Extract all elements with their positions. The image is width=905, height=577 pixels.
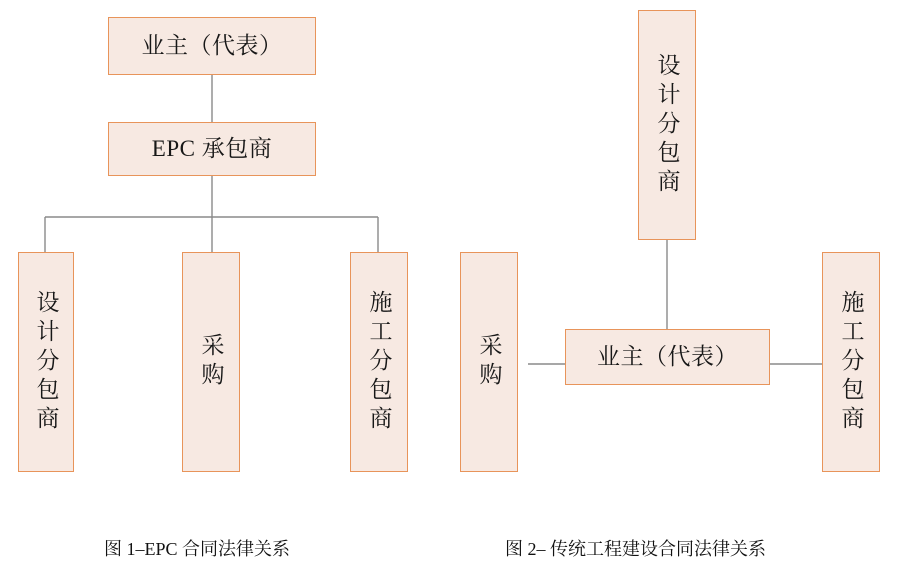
fig2-caption: 图 2– 传统工程建设合同法律关系	[505, 539, 766, 559]
fig1-caption: 图 1–EPC 合同法律关系	[104, 539, 291, 559]
fig2-node-procurement	[460, 252, 518, 472]
fig1-node-construction	[350, 252, 408, 472]
fig2-node-procurement-label: 采购	[476, 333, 502, 391]
fig2-node-owner	[565, 329, 770, 385]
fig1-node-owner	[108, 17, 316, 75]
fig2-node-construction	[822, 252, 880, 472]
fig1-node-procurement-label: 采购	[198, 333, 224, 391]
fig1-node-construction-label: 施工分包商	[366, 289, 392, 435]
fig1-node-procurement	[182, 252, 240, 472]
fig2-node-owner-label: 业主（代表）	[597, 344, 738, 370]
fig2-node-design-label: 设计分包商	[654, 52, 680, 198]
fig2-node-construction-label: 施工分包商	[838, 289, 864, 435]
fig1-node-epc-label: EPC 承包商	[151, 136, 273, 162]
fig1-node-design	[18, 252, 74, 472]
fig1-node-owner-label: 业主（代表）	[141, 33, 283, 59]
fig1-node-epc	[108, 122, 316, 176]
fig2-node-design	[638, 10, 696, 240]
fig1-node-design-label: 设计分包商	[33, 289, 59, 435]
